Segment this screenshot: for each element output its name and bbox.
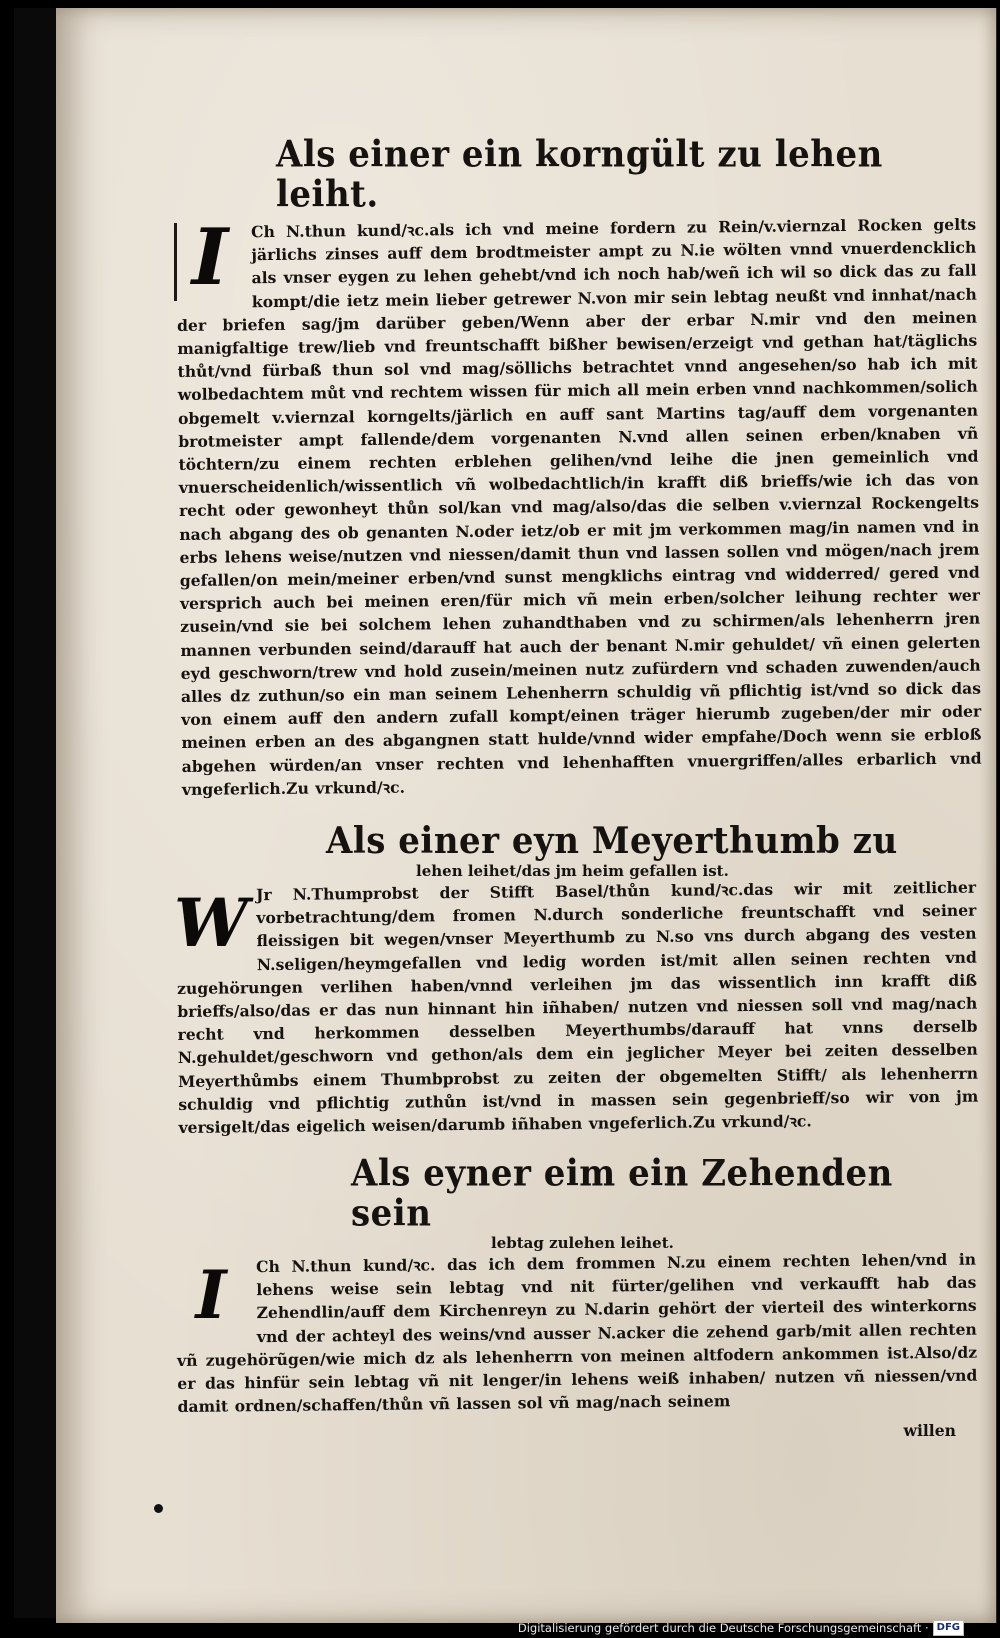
section-1-text: Ch N.thun kund/ꝛc.als ich vnd meine fordern zu Rein/v.viernzal Rocken gelts järlichs zinses auff dem brodtmeister ampt zu N.ie wölten vnnd vnuerdencklich als vnser eygen zu lehen gehebt/vnd ich noch hab/weñ ich wil so dick das zu fall kompt/die ietz mein lieber getrewer N.von mir sein lebtag neußt vnd innhat/nach der briefen sag/jm darüber geben/Wenn aber der erbar N.mir vnd den meinen manigfaltige trew/lieb vnd freuntschafft bißher bewisen/erzeigt vnd gethan hat/täglichs thůt/vnd fürbaß thun sol vnd mag/söllichs betrachtet vnnd angesehen/so hab ich mit wolbedachtem můt vnd rechtem wissen für mich all mein erben vnnd nachkommen/solich obgemelt v.viernzal korngelts/järlich en auff sant Martins tag/auff dem vorgenanten brotmeister ampt fallende/dem vorgenanten N.vnd allen seinen erben/knaben vñ töchtern/zu einem rechten erblehen gelihen/vnd leihe die jnen gemeinlich vnd vnuerscheidenlich/wissentlich vñ wolbedachtlich/in krafft diß brieffs/wie ich das von recht oder gewonheyt thůn sol/kan vnd mag/also/das die selben v.viernzal Rockengelts nach abgang des ob genanten N.oder ietz/ob er mit jm verkommen mag/in namen vnd in erbs lehens weise/nutzen vnd niessen/damit thun vnd lassen sollen vnd mögen/nach jrem gefallen/on mein/meiner erben/vnd sunst mengklichs eintrag vnd widderred/ gered vnd versprich auch bei meinen eren/für mich vñ mein erben/solcher leihung rechter wer zusein/vnd sie bei solchem lehen zuhandthaben vnd zu schirmen/als lehenherrn jren mannen verbunden seind/darauff hat auch der benant N.mir gehuldet/ vñ einen gelerten eyd geschworn/trew vnd hold zusein/meinen nutz zufürdern vnd schaden zuwenden/auch alles dz zuthun/so ein man seinem Lehenherrn schuldig vñ pflichtig ist/vnd so dick das von einem auff den andern zufall kompt/einen träger hierumb zugeben/der mir oder meinen erben an des abgangnen statt hulde/vnnd wider empfahe/Doch wenn sie erbloß abgehen würden/an vnser rechten vnd lehenhafften vnuergriffen/alles erbarlich vnd vngeferlich.Zu vrkund/ꝛc. (176, 214, 982, 799)
ink-dot (154, 1504, 163, 1513)
decorated-initial-i-2: I (195, 1256, 227, 1335)
section-1-paragraph (176, 211, 982, 801)
scan-frame (14, 8, 994, 1618)
book-page (56, 8, 997, 1623)
footer-credit-text: Digitalisierung gefördert durch die Deutsche Forschungsgemeinschaft · (517, 1621, 929, 1635)
section-1-heading: Als einer ein korngült zu lehen leiht. (276, 132, 883, 217)
dfg-logo-icon: DFG (933, 1620, 964, 1636)
decorated-initial-w: W (174, 884, 249, 963)
section-2-heading: Als einer eyn Meyerthumb zu (326, 819, 898, 863)
decorated-initial-i: I (174, 223, 243, 301)
text-block (174, 132, 982, 1440)
section-2-paragraph (174, 877, 979, 1139)
section-3-subheading: lebtag zulehen leihet. (491, 1234, 674, 1253)
section-3-heading: Als eyner eim ein Zehenden sein (351, 1152, 893, 1236)
catchword: willen (903, 1420, 956, 1440)
digitization-footer (518, 1618, 964, 1638)
section-2-text: Jr N.Thumprobst der Stifft Basel/thůn kund/ꝛc.das wir mit zeitlicher vorbetrachtung/dem fromen N.durch sonderliche freuntschafft vnd seiner fleissigen bit wegen/vnser Meyerthumb zu N.so vns durch abgang des vesten N.seligen/heymgefallen vnd ledig worden ist/mit allen seinen rechten vnd zugehörungen verlihen haben/vnnd verleihen jm das wissentlich inn krafft diß brieffs/also/das er das nun hinnant hin iñhaben/ nutzen vnd niessen soll vnd mag/nach recht vnd herkommen desselben Meyerthumbs/darauff hat vnns derselb N.gehuldet/geschworn vnd gethon/als dem ein jeglicher Meyer bei zeiten desselben Meyerthůmbs einem Thumbprobst zu zeiten der obgemelten Stifft/ als lehenherrn schuldig vnd pflichtig zuthůn ist/vnd in massen sein gegenbrieff/so wir von jm versigelt/das eigelich weisen/darumb iñhaben vngeferlich.Zu vrkund/ꝛc. (176, 877, 979, 1138)
section-2-subheading: lehen leihet/das jm heim gefallen ist. (416, 862, 729, 881)
section-3-text: Ch N.thun kund/ꝛc. das ich dem frommen N.zu einem rechten lehen/vnd in lehens weise sein lebtag vnd nit fürter/gelihen vnd verkaufft hab das Zehendlin/auff dem Kirchenreyn zu N.darin gehört der vierteil des winterkorns vnd der achteyl des weins/vnd ausser N.acker die zehend garb/mit allen rechten vñ zugehörũgen/wie mich dz als lehenherrn von meinen altfodern ankommen ist.Also/dz er das hinfür sein lebtag vñ nit lenger/in lehens weiß inhaben/ nutzen vñ niessen/vnd damit ordnen/schaffen/thůn vñ lassen sol vñ mag/nach seinem (176, 1249, 978, 1417)
section-3-paragraph (176, 1249, 978, 1418)
